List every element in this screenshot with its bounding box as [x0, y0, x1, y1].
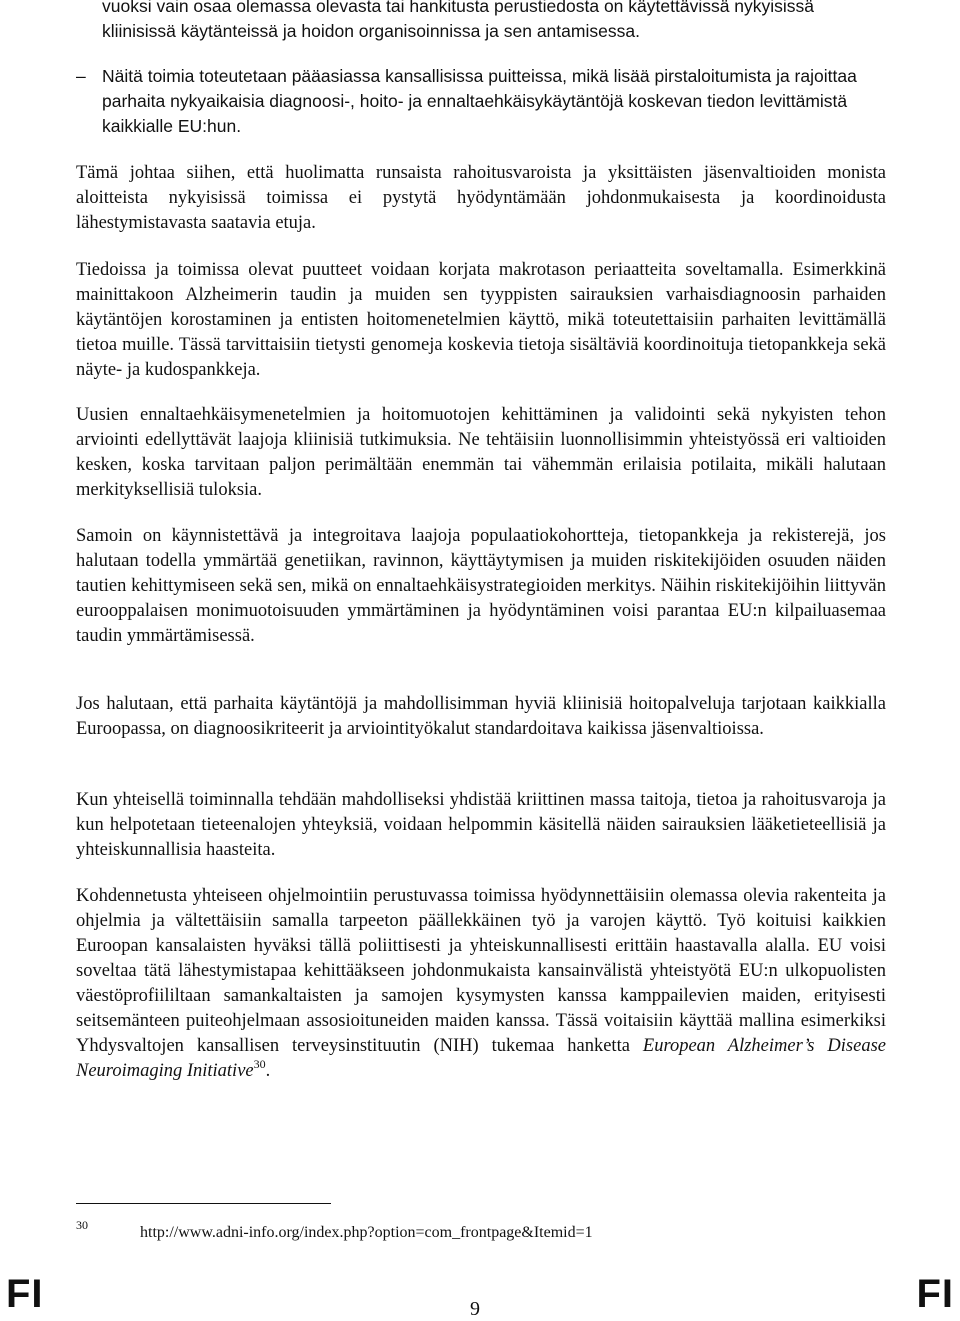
- paragraph-6: Kun yhteisellä toiminnalla tehdään mahdolliseksi yhdistää kriittinen massa taitoja, tietoa ja rahoitusvaroja ja kun helpotetaan tieteenalojen yhteyksiä, voidaan helpommin käsitellä näiden sairauksien lääketieteellisiä ja yhteiskunnallisia haasteita.: [76, 790, 886, 860]
- bullet-dash: –: [76, 66, 86, 86]
- project-title: European Alzheimer’s Disease Neuroimaging Initiative: [76, 1036, 887, 1081]
- footnote-reference: 30: [253, 1057, 266, 1071]
- paragraph-4: Samoin on käynnistettävä ja integroitava laajoja populaatiokohortteja, tietopankkeja ja rekisterejä, jos halutaan todella ymmärtää genetiikan, ravinnon, käyttäytymisen ja muiden riskitekijöiden osuuden näiden tautien kehittymiseen sekä sen, mikä on ennaltaehkäisystrategioiden merkitys. Näihin riskitekijöihin liittyvän eurooppalaisen monimuotoisuuden ymmärtäminen ja hyödyntäminen voisi parantaa EU:n kilpailuasemaa taudin ymmärtämisessä.: [76, 526, 886, 646]
- bullet-item-text: Näitä toimia toteutetaan pääasiassa kansallisissa puitteissa, mikä lisää pirstaloitumista ja rajoittaa parhaita nykyaikaisia diagnoosi-, hoito- ja ennaltaehkäisykäytäntöjä koskevan tiedon levittämistä kaikkialle EU:hun.: [102, 66, 857, 136]
- bullet-continuation-text: vuoksi vain osaa olemassa olevasta tai hankitusta perustiedosta on käytettävissä nykyisissä kliinisissä käytänteissä ja hoidon organisoinnissa ja sen antamisessa.: [102, 0, 815, 41]
- footnote-number: 30: [76, 1218, 88, 1232]
- footnote-link[interactable]: http://www.adni-info.org/index.php?option=com_frontpage&Itemid=1: [140, 1224, 593, 1241]
- paragraph-1: Tämä johtaa siihen, että huolimatta runsaista rahoitusvaroista ja yksittäisten jäsenvaltioiden monista aloitteista nykyisissä toimissa ei pystytä hyödyntämään johdonmukaisesta ja koordinoidusta lähestymistavasta saatavia etuja.: [76, 163, 886, 233]
- paragraph-3: Uusien ennaltaehkäisymenetelmien ja hoitomuotojen kehittäminen ja validointi sekä nykyisten tehon arviointi edellyttävät laajoja kliinisiä tutkimuksia. Ne tehtäisiin luonnollisimmin yhteistyössä eri valtioiden kesken, koska tarvitaan paljon perimältään enemmän tai vähemmän erilaisia potilaita, mikäli halutaan merkityksellisiä tuloksia.: [76, 405, 886, 500]
- paragraph-5: Jos halutaan, että parhaita käytäntöjä ja mahdollisimman hyviä kliinisiä hoitopalveluja tarjotaan kaikkialla Euroopassa, on diagnoosikriteerit ja arviointityökalut standardoitava kaikissa jäsenvaltioissa.: [76, 694, 886, 739]
- footer-language-left: FI: [6, 1272, 44, 1316]
- footnote-separator: [76, 1203, 331, 1204]
- paragraph-7: [76, 884, 886, 1084]
- paragraph-7-text: Kohdennetusta yhteiseen ohjelmointiin perustuvassa toimissa hyödynnettäisiin olemassa olevia rakenteita ja ohjelmia ja vältettäisiin samalla tarpeeton päällekkäinen työ ja varojen käyttö. Työ koituisi kaikkien Euroopan kansalaisten hyväksi tällä poliittisesti ja yhteiskunnallisesti erittäin haastavalla alalla. EU voisi soveltaa tätä lähestymistapaa kehittääkseen johdonmukaista kansainvälistä yhteistyötä EU:n ulkopuolisten väestöprofiililtaan samankaltaisten ja samojen kysymysten kanssa kamppailevien maiden, erityisesti seitsemänteen puiteohjelmaan assosioituneiden maiden kanssa. Tässä voitaisiin käyttää mallina esimerkiksi Yhdysvaltojen kansallisen terveysinstituutin (NIH) tukemaa hanketta: [76, 886, 886, 1056]
- footer-language-right: FI: [916, 1272, 954, 1316]
- bullet-item: [76, 64, 888, 139]
- paragraph-7-end: .: [265, 1061, 271, 1081]
- paragraph-2: Tiedoissa ja toimissa olevat puutteet voidaan korjata makrotason periaatteita soveltamalla. Esimerkkinä mainittakoon Alzheimerin taudin ja muiden sen tyyppisten sairauksien varhaisdiagnoosin parhaiden käytäntöjen korostaminen ja entisten hoitomenetelmien käyttö, mikä toteutettaisiin parhaiten levittämällä tietoa muille. Tässä tarvittaisiin tietysti genomeja koskevia tietoja sisältäviä koordinoituja tietopankkeja sekä näyte- ja kudospankkeja.: [76, 260, 886, 380]
- page-number: 9: [470, 1298, 480, 1320]
